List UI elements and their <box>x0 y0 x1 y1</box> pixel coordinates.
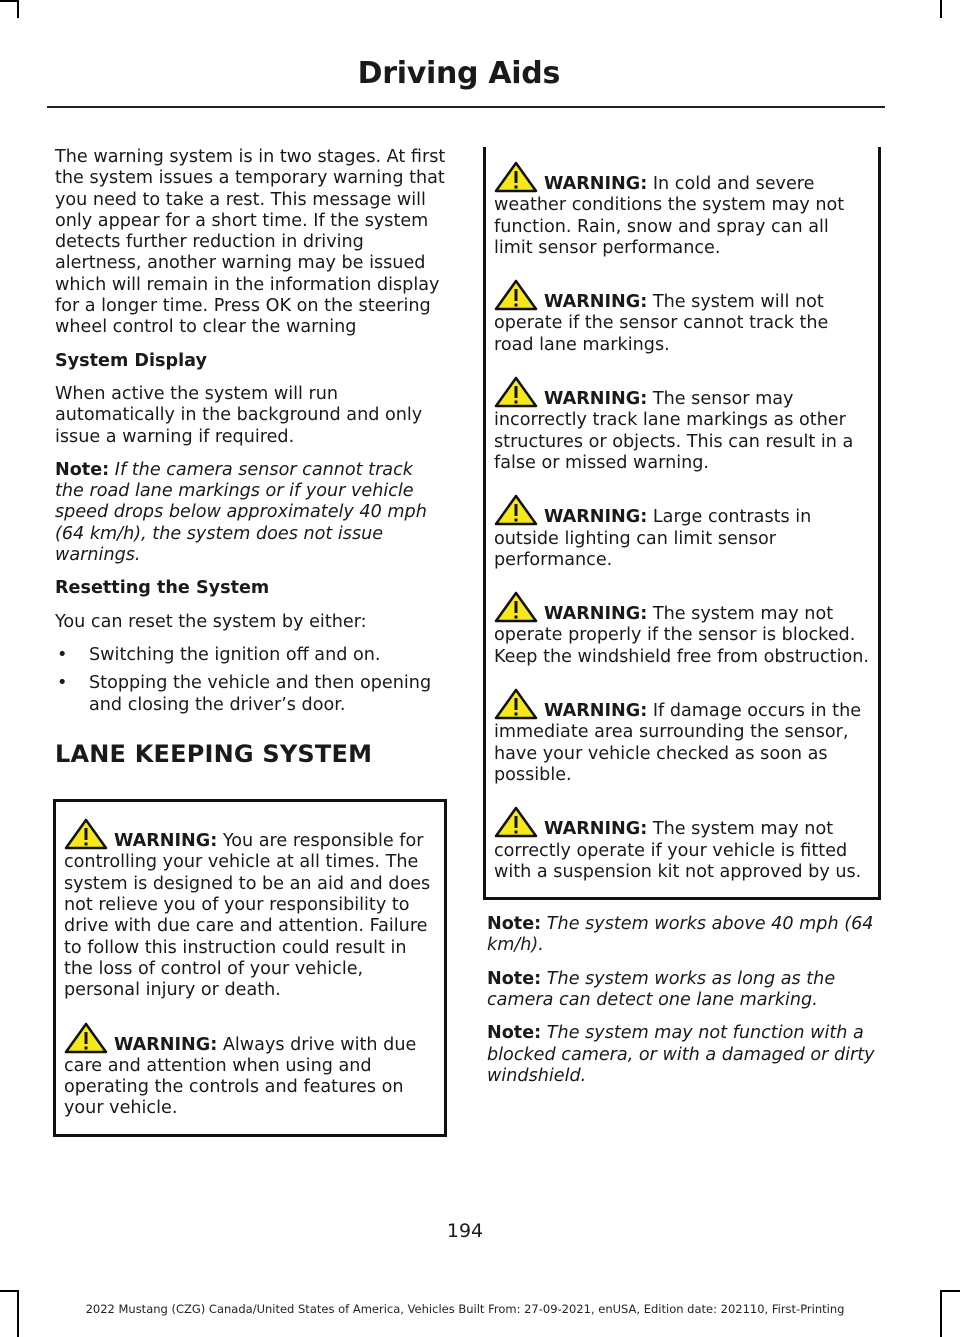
warning-triangle-icon <box>494 279 538 311</box>
resetting-heading: Resetting the System <box>55 578 270 599</box>
section-title: LANE KEEPING SYSTEM <box>55 739 373 768</box>
warning-triangle-icon <box>64 1022 108 1054</box>
note-label: Note: <box>487 914 542 935</box>
system-display-paragraph: When active the system will run automatically in the background and only issue a warning if required. <box>55 383 423 447</box>
warning-triangle-icon <box>494 806 538 838</box>
warning-text: In cold and severe weather conditions the system may not function. Rain, snow and spray can all limit sensor performance. <box>494 174 845 258</box>
warning-label: WARNING: <box>544 507 648 528</box>
warning-text: Always drive with due care and attention when using and operating the controls and features on your vehicle. <box>64 1034 417 1119</box>
intro-paragraph: The warning system is in two stages. At first the system issues a temporary warning that you need to take a rest. This message will only appear for a short time. If the system detects further reduction in driving alertness, another warning may be issued which will remain in the information display for a longer time. Press OK on the steering wheel control to clear the warning <box>55 147 446 338</box>
warning-text: The system may not correctly operate if your vehicle is fitted with a suspension kit not approved by us. <box>494 819 862 882</box>
left-column <box>55 147 447 1137</box>
footer-text: 2022 Mustang (CZG) Canada/United States of America, Vehicles Built From: 27-09-2021, enUSA, Edition date: 202110, First-Printing <box>85 1302 845 1316</box>
reset-options-list <box>55 645 447 716</box>
note-label: Note: <box>55 459 110 480</box>
warning-item <box>494 806 870 883</box>
warning-item <box>64 1022 436 1120</box>
warning-item <box>494 591 870 668</box>
warning-triangle-icon <box>64 818 108 850</box>
warning-label: WARNING: <box>544 292 648 313</box>
warning-box <box>53 799 447 1137</box>
warning-label: WARNING: <box>544 174 648 194</box>
warning-item <box>64 818 436 1001</box>
page-title: Driving Aids <box>357 56 560 91</box>
warning-item <box>494 688 870 786</box>
crop-mark <box>17 0 19 18</box>
warning-text: Large contrasts in outside lighting can limit sensor performance. <box>494 507 812 570</box>
warning-label: WARNING: <box>114 1034 218 1055</box>
warning-triangle-icon <box>494 688 538 720</box>
note-label: Note: <box>487 1023 542 1044</box>
note <box>487 1023 881 1087</box>
note <box>55 460 447 566</box>
warning-text: The system may not operate properly if the sensor is blocked. Keep the windshield free from obstruction. <box>494 604 869 667</box>
crop-mark <box>0 0 18 2</box>
warning-text: If damage occurs in the immediate area surrounding the sensor, have your vehicle checked as soon as possible. <box>494 701 862 785</box>
warning-item <box>494 376 870 474</box>
warning-item <box>494 161 870 259</box>
note-text: If the camera sensor cannot track the road lane markings or if your vehicle speed drops below approximately 40 mph (64 km/h), the system does not issue warnings. <box>55 459 427 566</box>
warning-label: WARNING: <box>544 819 648 840</box>
warning-triangle-icon <box>494 376 538 408</box>
page-number: 194 <box>446 1220 484 1242</box>
list-item: • Switching the ignition off and on. <box>55 645 447 666</box>
warning-text: The sensor may incorrectly track lane markings as other structures or objects. This can result in a false or missed warning. <box>494 389 854 473</box>
crop-mark <box>940 1290 960 1292</box>
right-column <box>487 147 881 1099</box>
warning-item <box>494 279 870 356</box>
note <box>487 914 881 957</box>
note <box>487 969 881 1012</box>
header-divider <box>47 106 885 108</box>
warning-item <box>494 494 870 571</box>
warning-label: WARNING: <box>114 831 218 852</box>
note-text: The system may not function with a blocked camera, or with a damaged or dirty windshield. <box>487 1023 875 1086</box>
crop-mark <box>940 0 942 18</box>
note-label: Note: <box>487 968 542 989</box>
warning-label: WARNING: <box>544 389 648 410</box>
note-text: The system works as long as the camera can detect one lane marking. <box>487 968 836 1011</box>
crop-mark <box>940 1290 942 1337</box>
warning-text: The system will not operate if the sensor cannot track the road lane markings. <box>494 292 829 355</box>
note-text: The system works above 40 mph (64 km/h). <box>487 914 874 956</box>
system-display-heading: System Display <box>55 350 207 371</box>
list-item: • Stopping the vehicle and then opening and closing the driver’s door. <box>55 673 447 716</box>
warning-text: You are responsible for controlling your vehicle at all times. The system is designed to be an aid and does not relieve you of your responsibility to drive with due care and attention. Failure to follow this instruction could result in the loss of control of your vehicle, personal injury or death. <box>64 831 431 1001</box>
warning-box <box>483 147 881 900</box>
crop-mark <box>0 1290 18 1292</box>
warning-label: WARNING: <box>544 701 648 722</box>
warning-triangle-icon <box>494 591 538 623</box>
warning-triangle-icon <box>494 161 538 193</box>
warning-triangle-icon <box>494 494 538 526</box>
warning-label: WARNING: <box>544 604 648 625</box>
resetting-paragraph: You can reset the system by either: <box>55 611 367 632</box>
